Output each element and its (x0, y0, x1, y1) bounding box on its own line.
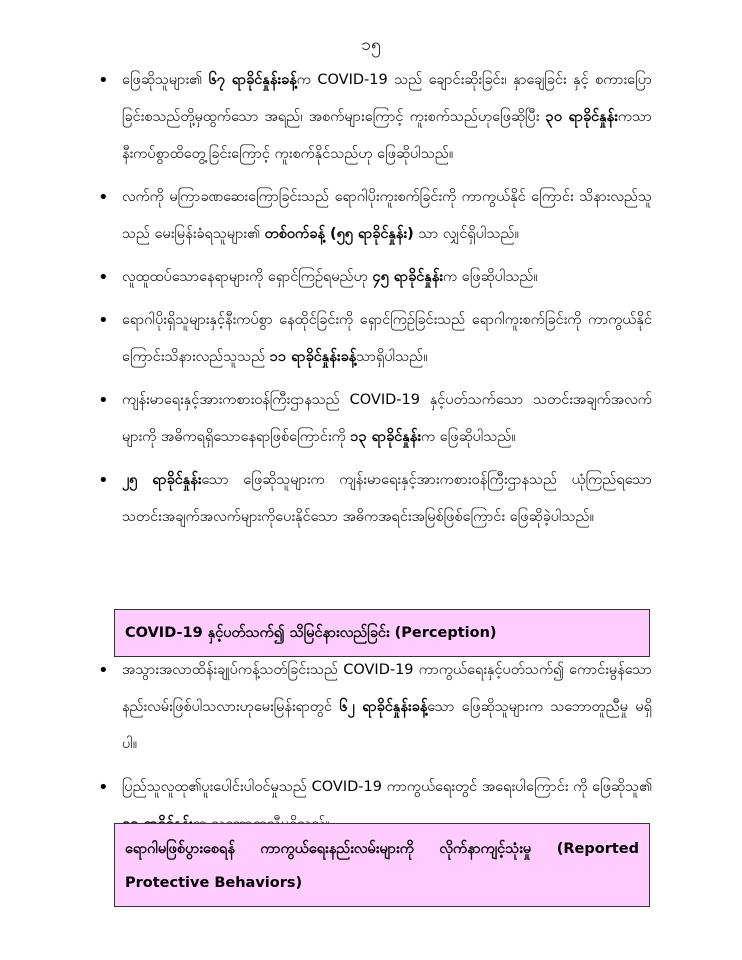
bullet-item (122, 302, 652, 376)
perception-list (122, 652, 652, 849)
page-number: ၁၅ (361, 35, 381, 55)
bullet-item (122, 259, 652, 296)
bold-text: ၂၅ ရာခိုင်နှုန်း (122, 472, 202, 488)
bullet-item (122, 382, 652, 456)
body-text: လက်ကို မကြာခဏဆေးကြောခြင်းသည် ရောဂါပိုးကူးစက်ခြင်းကို ကာကွယ်နိုင် ကြောင်း သိနားလည်သူသည် မေးမြန်းခံရသူများ၏ (122, 189, 652, 242)
body-text: က ဖြေဆိုပါသည်။ (420, 429, 516, 445)
section-heading-protective-behaviors: ရောဂါမဖြစ်ပွားစေရန် ကာကွယ်ရေးနည်းလမ်းများကို လိုက်နာကျင့်သုံးမှု (Reported Protective Behaviors) (114, 823, 650, 907)
body-text: က ဖြေဆိုပါသည်။ (442, 269, 538, 285)
body-text: လူထူထပ်သောနေရာများကို ရှောင်ကြဉ်ရမည်ဟု (122, 269, 373, 285)
body-text: အသွားအလာထိန်းချုပ်ကန့်သတ်ခြင်းသည် COVID-19 ကာကွယ်ရေးနှင့်ပတ်သက်၍ ကောင်းမွန်သော နည်းလမ်းဖြစ်ပါသလားဟုမေးမြန်းရာတွင် (122, 662, 652, 715)
findings-list (122, 62, 652, 542)
body-text: သော ဖြေဆိုသူများက ကျန်းမာရေးနှင့်အားကစားဝန်ကြီးဌာနသည် ယုံကြည်ရသော သတင်းအချက်အလက်များကိုပေးနိုင်သော အဓိကအရင်းအမြစ်ဖြစ်ကြောင်း ဖြေဆိုခဲ့ပါသည်။ (122, 472, 652, 525)
body-text: ကသာ နီးကပ်စွာထိတွေ့ခြင်းကြောင့် ကူးစက်နိုင်သည်ဟု ဖြေဆိုပါသည်။ (122, 109, 652, 162)
bullet-item (122, 462, 652, 536)
bullet-item (122, 652, 652, 763)
bold-text: ၁၃ ရာခိုင်နှုန်း (350, 429, 421, 445)
bold-text: ၆၂ ရာခိုင်နှုန်းခန့် (339, 699, 428, 715)
body-text: သာ လျှင်ရှိပါသည်။ (413, 226, 519, 242)
body-text: ကျန်းမာရေးနှင့်အားကစားဝန်ကြီးဌာနသည် COVID-19 နှင့်ပတ်သက်သော သတင်းအချက်အလက်များကို အဓိကရရှိသောနေရာဖြစ်ကြောင်းကို (122, 392, 652, 445)
body-text: ပြည်သူလူထု၏ပူးပေါင်းပါဝင်မှုသည် COVID-19 ကာကွယ်ရေးတွင် အရေးပါကြောင်း ကို ဖြေဆိုသူ၏ (122, 779, 652, 795)
bold-text: ၃၀ ရာခိုင်နှုန်း (545, 109, 618, 125)
body-text: ဖြေဆိုသူများ၏ (122, 72, 209, 88)
bullet-item (122, 179, 652, 253)
bold-text: ၆၇ ရာခိုင်နှုန်းခန့် (208, 72, 297, 88)
section-heading-perception: COVID-19 နှင့်ပတ်သက်၍ သိမြင်နားလည်ခြင်း (Perception) (114, 609, 650, 657)
bold-text: ၁၁ ရာခိုင်နှုန်းခန့် (269, 349, 357, 365)
body-text: သာရှိပါသည်။ (356, 349, 428, 365)
body-text: က COVID-19 သည် ချောင်းဆိုးခြင်း၊ နှာချေခြင်း နှင့် စကားပြောခြင်းစသည်တို့မှထွက်သော အရည်၊ အစက်များကြောင့် ကူးစက်သည်ဟုဖြေဆိုပြီး (122, 72, 652, 125)
body-text: သော ဖြေဆိုသူများက သဘောတူညီမှု မရှိပါ။ (122, 699, 652, 752)
bullet-item (122, 62, 652, 173)
body-text: ရောဂါပိုးရှိသူများနှင့်နီးကပ်စွာ နေထိုင်ခြင်းကို ရှောင်ကြဉ်ခြင်းသည် ရောဂါကူးစက်ခြင်းကို ကာကွယ်နိုင်ကြောင်းသိနားလည်သူသည် (122, 312, 652, 365)
bold-text: ၄၅ ရာခိုင်နှုန်း (372, 269, 443, 285)
bold-text: တစ်ဝက်ခန့် (၅၅ ရာခိုင်နှုန်း) (264, 226, 414, 242)
